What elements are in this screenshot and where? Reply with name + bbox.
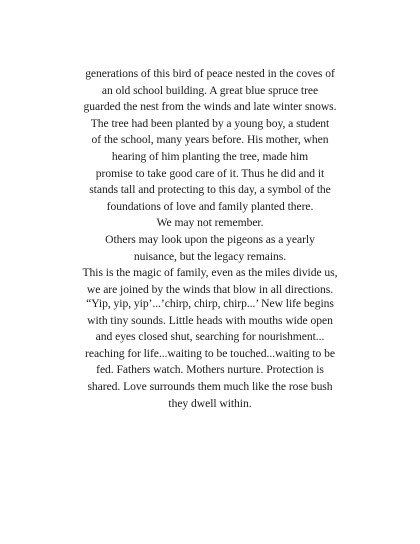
text-line: we are joined by the winds that blow in all directions. <box>86 282 334 296</box>
paragraph-new-life <box>60 296 360 412</box>
text-line: We may not remember. <box>156 216 264 230</box>
text-line: with tiny sounds. Little heads with mouths wide open <box>87 313 333 327</box>
text-line: an old school building. A great blue spruce tree <box>101 83 319 97</box>
paragraph-pigeon-legacy <box>60 66 360 298</box>
text-line: shared. Love surrounds them much like the rose bush <box>87 379 333 393</box>
text-line: fed. Fathers watch. Mothers nurture. Protection is <box>96 363 324 377</box>
text-line: The tree had been planted by a young boy, a student <box>90 116 330 130</box>
text-line: and eyes closed shut, searching for nourishment... <box>95 330 325 344</box>
text-line: hearing of him planting the tree, made him <box>111 149 309 163</box>
text-line: “Yip, yip, yip’...’chirp, chirp, chirp...’ New life begins <box>86 297 334 310</box>
text-line: promise to take good care of it. Thus he did and it <box>95 166 325 180</box>
text-line: of the school, many years before. His mother, when <box>91 133 329 147</box>
text-line: generations of this bird of peace nested in the coves of <box>85 67 335 80</box>
text-line: reaching for life...waiting to be touched...waiting to be <box>85 346 335 360</box>
text-line: foundations of love and family planted there. <box>106 199 314 213</box>
text-line: Others may look upon the pigeons as a yearly <box>105 232 315 246</box>
text-line: nuisance, but the legacy remains. <box>133 249 287 263</box>
text-line: This is the magic of family, even as the miles divide us, <box>82 266 338 280</box>
text-line: stands tall and protecting to this day, a symbol of the <box>89 183 331 197</box>
text-line: they dwell within. <box>168 396 252 410</box>
text-line: guarded the nest from the winds and late winter snows. <box>83 100 337 114</box>
